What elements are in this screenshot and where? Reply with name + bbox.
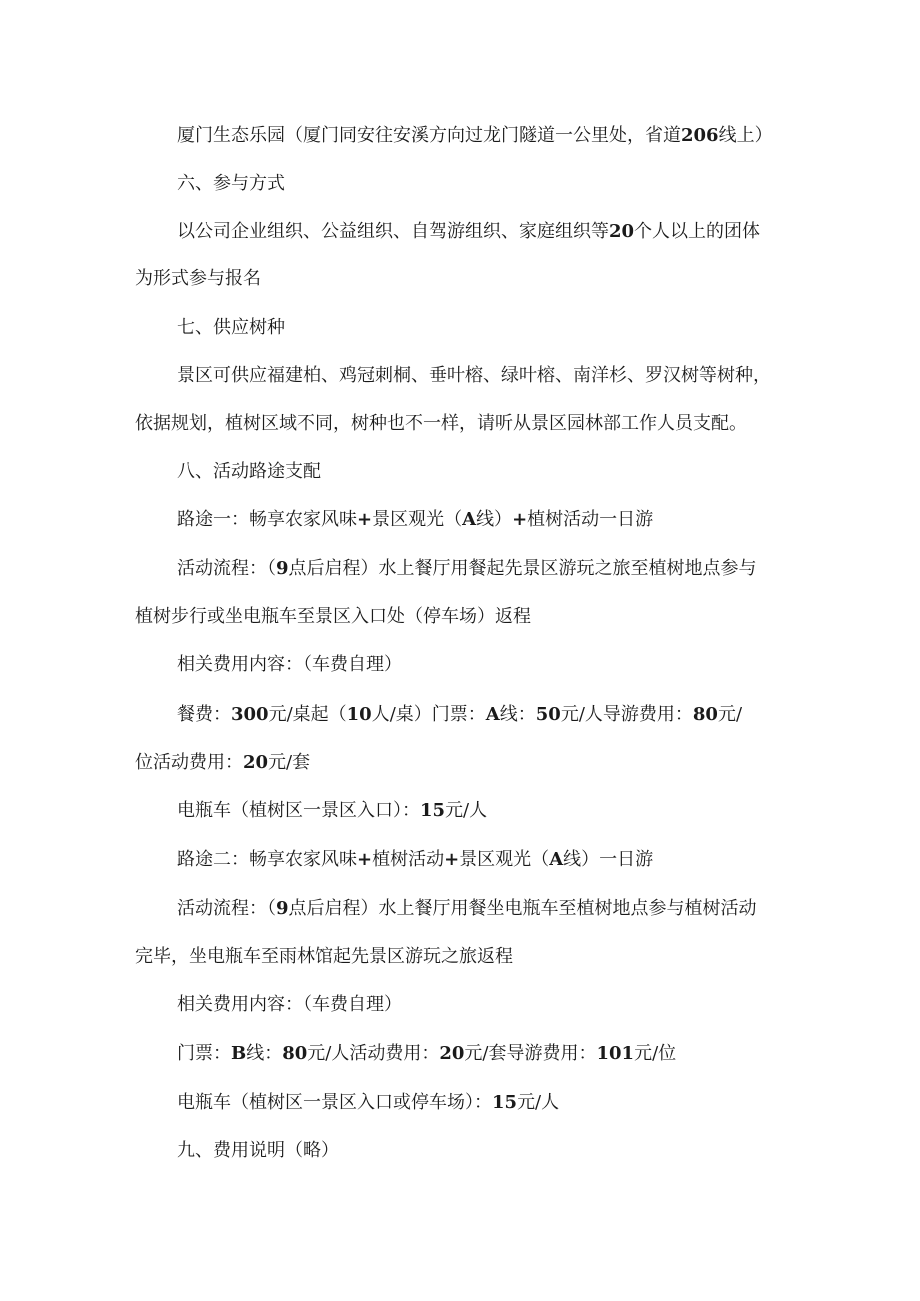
text-line-route-one-shuttle: 电瓶车（植树区一景区入口）：15元/人	[177, 800, 488, 821]
text-line-route-two-costs: 相关费用内容：（车费自理）	[177, 994, 402, 1015]
text-line-participation-1: 以公司企业组织、公益组织、自驾游组织、家庭组织等20个人以上的团体	[177, 221, 761, 242]
text-line-route-one-fees-2: 位活动费用：20元/套	[135, 752, 311, 773]
text-line-route-two-fees: 门票：B线：80元/人活动费用：20元/套导游费用：101元/位	[177, 1043, 677, 1064]
text-line-route-two: 路途二：畅享农家风味+植树活动+景区观光（A线）一日游	[177, 849, 654, 870]
text-line-species-1: 景区可供应福建柏、鸡冠刺桐、垂叶榕、绿叶榕、南洋杉、罗汉树等树种，	[177, 365, 771, 386]
text-line-route-one-flow-1: 活动流程：（9点后启程）水上餐厅用餐起先景区游玩之旅至植树地点参与	[177, 558, 757, 579]
text-line-route-one-fees-1: 餐费：300元/桌起（10人/桌）门票：A线：50元/人导游费用：80元/	[177, 704, 743, 725]
heading-tree-species: 七、供应树种	[177, 317, 285, 338]
text-line-participation-2: 为形式参与报名	[135, 268, 261, 289]
text-line-route-two-flow-1: 活动流程：（9点后启程）水上餐厅用餐坐电瓶车至植树地点参与植树活动	[177, 898, 757, 919]
text-line-location: 厦门生态乐园（厦门同安往安溪方向过龙门隧道一公里处，省道206线上）	[177, 125, 773, 146]
text-line-species-2: 依据规划，植树区域不同，树种也不一样，请听从景区园林部工作人员支配。	[135, 413, 747, 434]
heading-route-arrangement: 八、活动路途支配	[177, 461, 321, 482]
text-line-route-two-shuttle: 电瓶车（植树区一景区入口或停车场）：15元/人	[177, 1092, 560, 1113]
heading-fee-notes: 九、费用说明（略）	[177, 1140, 339, 1161]
text-line-route-one: 路途一：畅享农家风味+景区观光（A线）+植树活动一日游	[177, 509, 654, 530]
text-line-route-one-costs: 相关费用内容：（车费自理）	[177, 654, 402, 675]
text-line-route-two-flow-2: 完毕，坐电瓶车至雨林馆起先景区游玩之旅返程	[135, 946, 513, 967]
text-line-route-one-flow-2: 植树步行或坐电瓶车至景区入口处（停车场）返程	[135, 606, 531, 627]
heading-participation: 六、参与方式	[177, 173, 285, 194]
